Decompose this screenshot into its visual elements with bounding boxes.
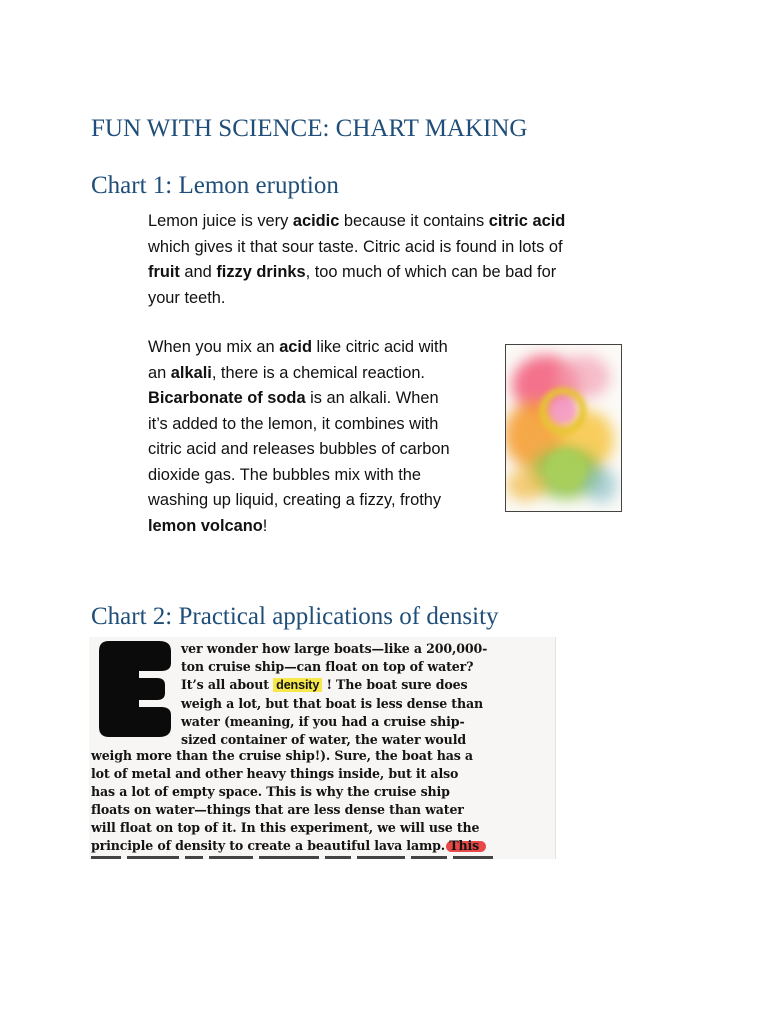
text-line: dioxide gas. The bubbles mix with the (148, 465, 422, 484)
text-line: Lemon juice is very acidic because it contains citric acid (148, 212, 566, 230)
text-line: lemon volcano! (148, 516, 268, 535)
document-title: FUN WITH SCIENCE: CHART MAKING (91, 115, 528, 142)
text-line: citric acid and releases bubbles of carbon (148, 440, 450, 458)
density-article-clipping (89, 637, 556, 859)
lemon-paragraph-2 (148, 335, 493, 539)
lemon-eruption-photo (505, 344, 622, 512)
chart2-heading: Chart 2: Practical applications of density (91, 603, 499, 630)
text-line: weigh a lot, but that boat is less dense than (181, 695, 483, 711)
text-line: washing up liquid, creating a fizzy, frothy (148, 491, 442, 509)
text-line: principle of density to create a beautiful lava lamp. This (91, 837, 479, 855)
text-line: sized container of water, the water would (181, 731, 466, 747)
text-line: weigh more than the cruise ship!). Sure, the boat has a (91, 748, 473, 763)
text-line: Bicarbonate of soda is an alkali. When (148, 389, 439, 407)
text-line: has a lot of empty space. This is why the cruise ship (91, 783, 450, 799)
lemon-eruption-photo-icon (506, 345, 621, 511)
text-line: fruit and fizzy drinks, too much of which can be bad for (148, 263, 557, 281)
text-line: it’s added to the lemon, it combines with (148, 414, 439, 433)
text-line: ver wonder how large boats—like a 200,000- (181, 641, 488, 656)
cropped-next-line (91, 850, 531, 859)
text-line: When you mix an acid like citric acid with (148, 338, 448, 356)
letter-e-drop-cap-icon (99, 641, 175, 737)
article-indented-text (181, 640, 487, 748)
text-line: will float on top of it. In this experiment, we will use the (91, 819, 480, 835)
text-line: water (meaning, if you had a cruise ship- (181, 713, 465, 729)
text-line: your teeth. (148, 288, 226, 307)
text-line: floats on water—things that are less dense than water (91, 801, 464, 817)
red-marked-word: This (449, 837, 479, 855)
text-line: an alkali, there is a chemical reaction. (148, 363, 425, 382)
text-line: lot of metal and other heavy things inside, but it also (91, 765, 459, 781)
article-full-width-text (91, 747, 479, 854)
chart1-heading: Chart 1: Lemon eruption (91, 172, 339, 199)
lemon-paragraph-1 (148, 209, 628, 311)
text-line: It’s all about density ! The boat sure does (181, 676, 468, 692)
density-highlight: density (273, 678, 322, 692)
text-line: which gives it that sour taste. Citric acid is found in lots of (148, 237, 563, 256)
text-line: ton cruise ship—can float on top of water? (181, 658, 474, 674)
